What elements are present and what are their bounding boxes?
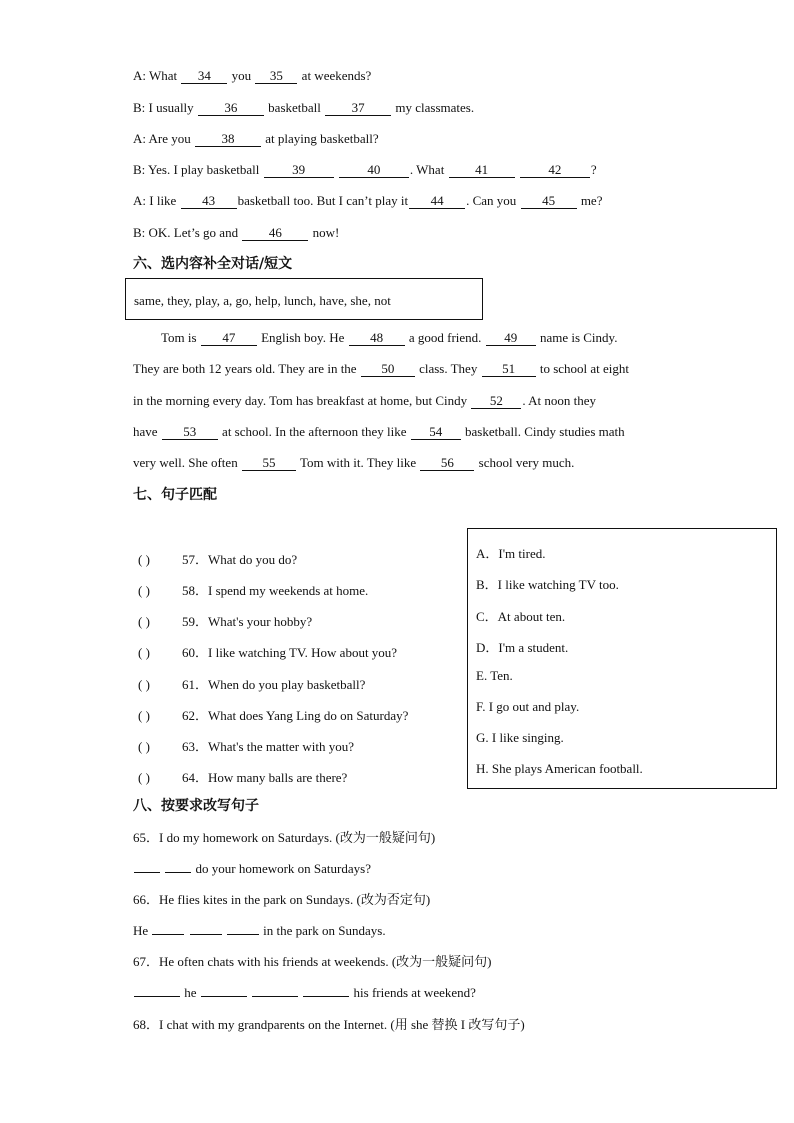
answer-blank[interactable] <box>134 996 180 997</box>
passage-line-4: have 53 at school. In the afternoon they like 54 basketball. Cindy studies math <box>133 424 625 439</box>
question-64: ( ) 64．How many balls are there? <box>138 770 348 785</box>
option-e: E. Ten. <box>476 668 513 683</box>
option-b: B．I like watching TV too. <box>476 577 619 592</box>
blank-51[interactable]: 51 <box>482 362 536 377</box>
question-60: ( ) 60．I like watching TV. How about you? <box>138 645 398 660</box>
answer-67: he his friends at weekend? <box>133 985 476 1001</box>
answer-blank[interactable] <box>190 934 222 935</box>
answer-blank[interactable] <box>134 872 160 873</box>
question-61: ( ) 61．When do you play basketball? <box>138 677 366 692</box>
dialogue-line-5: A: I like 43 basketball too. But I can’t play it 44 . Can you 45 me? <box>133 193 603 208</box>
blank-44[interactable]: 44 <box>409 194 465 209</box>
answer-paren[interactable]: ( ) <box>138 552 150 567</box>
answer-blank[interactable] <box>165 872 191 873</box>
blank-37[interactable]: 37 <box>325 101 391 116</box>
passage-line-3: in the morning every day. Tom has breakfast at home, but Cindy 52 . At noon they <box>133 393 597 408</box>
blank-56[interactable]: 56 <box>420 456 474 471</box>
section-7-title: 七、句子匹配 <box>133 487 217 503</box>
blank-48[interactable]: 48 <box>349 331 405 346</box>
question-62: ( ) 62．What does Yang Ling do on Saturday? <box>138 708 409 723</box>
option-f: F. I go out and play. <box>476 699 580 714</box>
question-66: 66．He flies kites in the park on Sundays. (改为否定句) <box>133 892 431 907</box>
answer-66: He in the park on Sundays. <box>133 923 386 938</box>
passage-line-1: Tom is 47 English boy. He 48 a good friend. 49 name is Cindy. <box>161 330 618 345</box>
question-67: 67．He often chats with his friends at weekends. (改为一般疑问句) <box>133 954 492 969</box>
answer-paren[interactable]: ( ) <box>138 708 150 723</box>
answer-paren[interactable]: ( ) <box>138 645 150 660</box>
word-bank: same, they, play, a, go, help, lunch, have, she, not <box>134 293 391 308</box>
passage-line-5: very well. She often 55 Tom with it. They like 56 school very much. <box>133 455 575 470</box>
dialogue-line-3: A: Are you 38 at playing basketball? <box>133 131 379 146</box>
question-65: 65．I do my homework on Saturdays. (改为一般疑问句) <box>133 830 436 845</box>
option-a: A．I'm tired. <box>476 546 546 561</box>
blank-36[interactable]: 36 <box>198 101 264 116</box>
section-8-title: 八、按要求改写句子 <box>133 798 259 814</box>
blank-54[interactable]: 54 <box>411 425 461 440</box>
answer-paren[interactable]: ( ) <box>138 677 150 692</box>
dialogue-line-1: A: What 34 you 35 at weekends? <box>133 68 372 83</box>
option-c: C．At about ten. <box>476 609 566 624</box>
answer-paren[interactable]: ( ) <box>138 739 150 754</box>
answer-paren[interactable]: ( ) <box>138 770 150 785</box>
blank-42[interactable]: 42 <box>520 163 590 178</box>
blank-40[interactable]: 40 <box>339 163 409 178</box>
answer-65: do your homework on Saturdays? <box>133 861 371 877</box>
question-68: 68．I chat with my grandparents on the Internet. (用 she 替换 I 改写句子) <box>133 1017 525 1032</box>
question-57: ( ) 57．What do you do? <box>138 552 298 567</box>
blank-47[interactable]: 47 <box>201 331 257 346</box>
dialogue-line-2: B: I usually 36 basketball 37 my classmates. <box>133 100 475 115</box>
question-59: ( ) 59．What's your hobby? <box>138 614 313 629</box>
section-6-title: 六、选内容补全对话/短文 <box>133 256 293 272</box>
blank-55[interactable]: 55 <box>242 456 296 471</box>
blank-52[interactable]: 52 <box>471 394 521 409</box>
option-h: H. She plays American football. <box>476 761 643 776</box>
word-bank-box <box>125 278 483 320</box>
blank-38[interactable]: 38 <box>195 132 261 147</box>
answer-paren[interactable]: ( ) <box>138 614 150 629</box>
dialogue-line-6: B: OK. Let’s go and 46 now! <box>133 225 340 240</box>
option-d: D．I'm a student. <box>476 640 569 655</box>
blank-53[interactable]: 53 <box>162 425 218 440</box>
blank-34[interactable]: 34 <box>181 69 227 84</box>
answer-blank[interactable] <box>152 934 184 935</box>
answer-blank[interactable] <box>227 934 259 935</box>
answer-blank[interactable] <box>252 996 298 997</box>
option-g: G. I like singing. <box>476 730 564 745</box>
question-58: ( ) 58．I spend my weekends at home. <box>138 583 369 598</box>
blank-39[interactable]: 39 <box>264 163 334 178</box>
blank-43[interactable]: 43 <box>181 194 237 209</box>
answer-blank[interactable] <box>201 996 247 997</box>
answer-blank[interactable] <box>303 996 349 997</box>
blank-46[interactable]: 46 <box>242 226 308 241</box>
blank-50[interactable]: 50 <box>361 362 415 377</box>
blank-41[interactable]: 41 <box>449 163 515 178</box>
passage-line-2: They are both 12 years old. They are in the 50 class. They 51 to school at eight <box>133 361 630 376</box>
blank-45[interactable]: 45 <box>521 194 577 209</box>
options-box <box>467 528 777 789</box>
question-63: ( ) 63．What's the matter with you? <box>138 739 355 754</box>
blank-35[interactable]: 35 <box>255 69 297 84</box>
blank-49[interactable]: 49 <box>486 331 536 346</box>
dialogue-line-4: B: Yes. I play basketball 39 40 . What 41 42 ? <box>133 162 597 177</box>
answer-paren[interactable]: ( ) <box>138 583 150 598</box>
